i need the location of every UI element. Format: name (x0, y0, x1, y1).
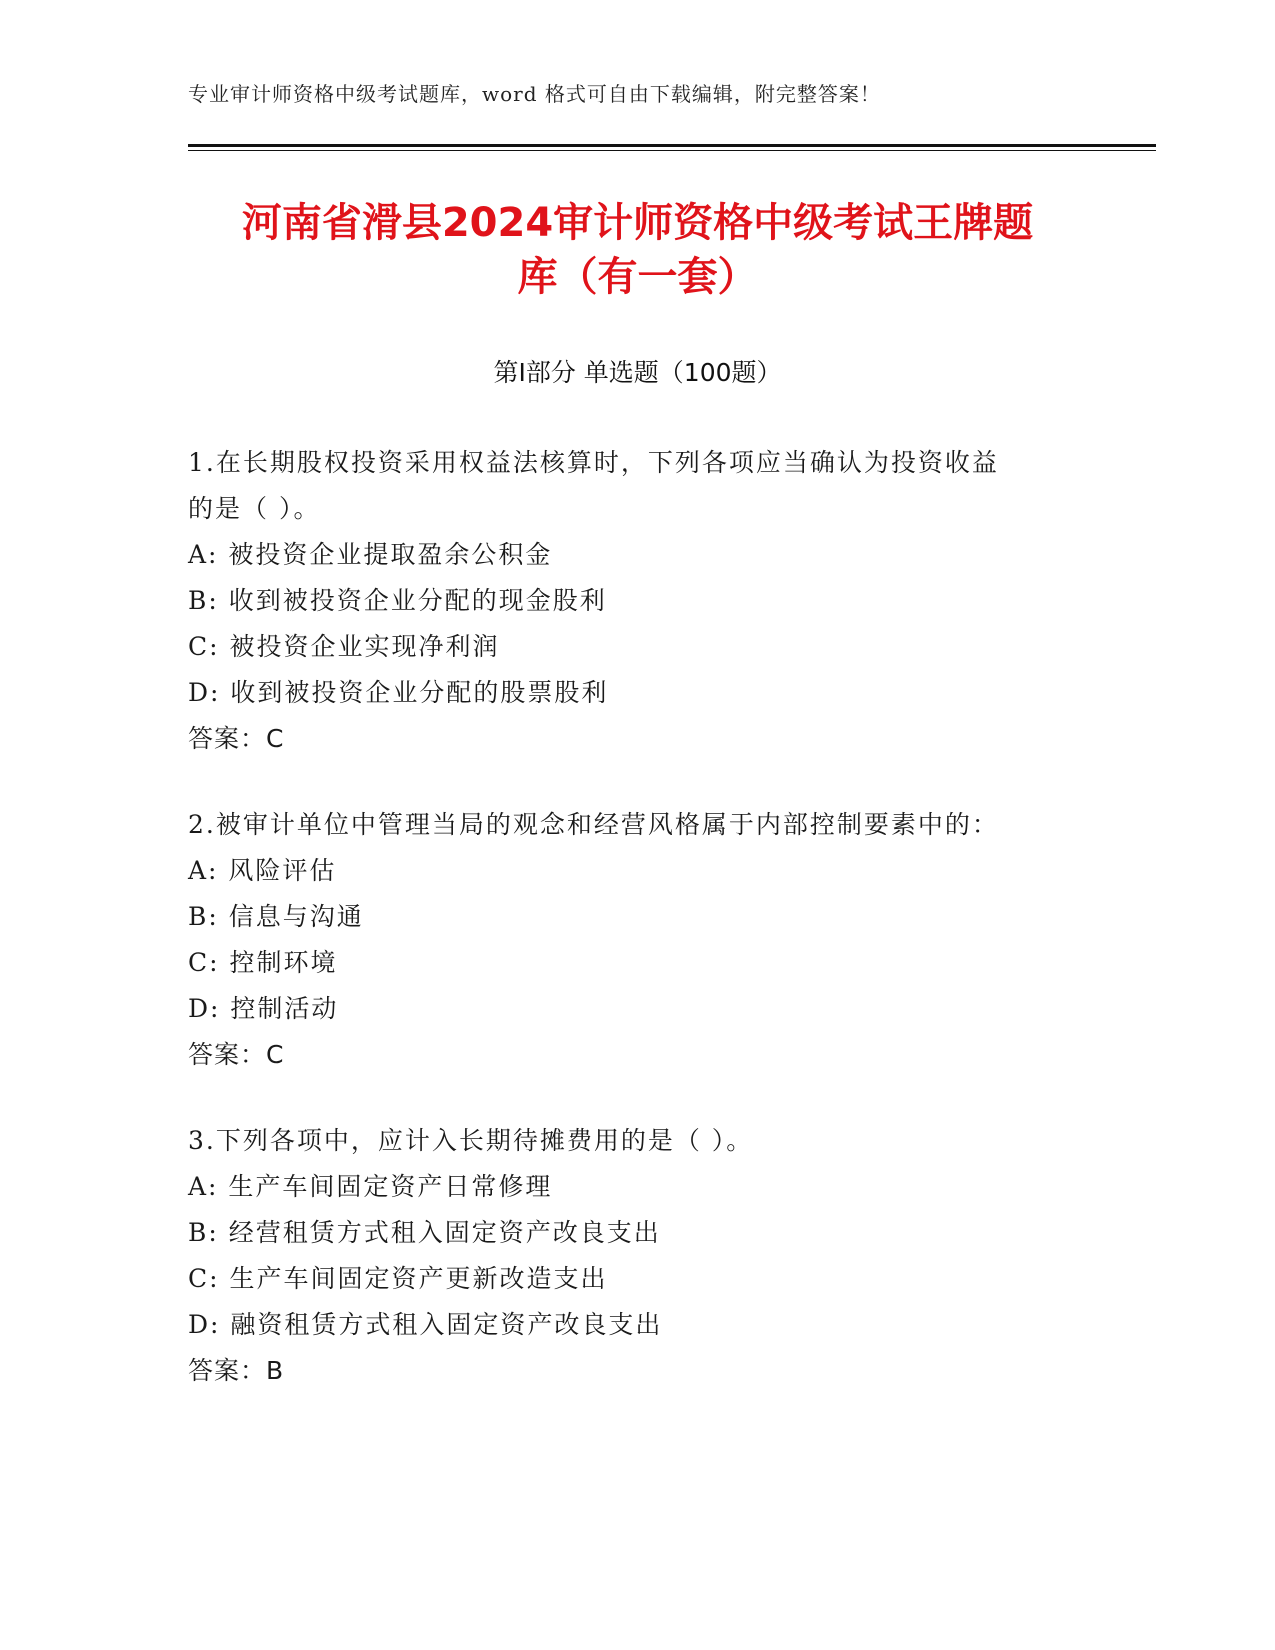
question-3 (188, 1118, 1068, 1394)
title-line-1: 河南省滑县2024审计师资格中级考试王牌题 (241, 200, 1034, 246)
header-rule-thin (188, 150, 1156, 151)
option-b: B: 信息与沟通 (188, 902, 364, 931)
document-title (150, 196, 1125, 304)
option-c: C: 控制环境 (188, 948, 338, 977)
header-rule-thick (188, 144, 1156, 147)
option-d: D: 融资租赁方式租入固定资产改良支出 (188, 1310, 663, 1339)
question-stem: 3.下列各项中，应计入长期待摊费用的是（ ）。 (188, 1126, 754, 1155)
answer: 答案：B (188, 1356, 285, 1385)
option-d: D: 收到被投资企业分配的股票股利 (188, 678, 609, 707)
option-a: A: 生产车间固定资产日常修理 (188, 1172, 553, 1201)
option-b: B: 收到被投资企业分配的现金股利 (188, 586, 607, 615)
question-stem-continued: 的是（ ）。 (188, 494, 321, 523)
header-note: 专业审计师资格中级考试题库，word 格式可自由下载编辑，附完整答案！ (188, 82, 881, 106)
option-c: C: 生产车间固定资产更新改造支出 (188, 1264, 608, 1293)
option-c: C: 被投资企业实现净利润 (188, 632, 500, 661)
option-a: A: 风险评估 (188, 856, 337, 885)
question-2 (188, 802, 1068, 1078)
option-d: D: 控制活动 (188, 994, 339, 1023)
question-stem: 2.被审计单位中管理当局的观念和经营风格属于内部控制要素中的： (188, 810, 999, 839)
answer: 答案：C (188, 724, 285, 753)
answer: 答案：C (188, 1040, 285, 1069)
option-a: A: 被投资企业提取盈余公积金 (188, 540, 553, 569)
option-b: B: 经营租赁方式租入固定资产改良支出 (188, 1218, 661, 1247)
question-stem: 1.在长期股权投资采用权益法核算时，下列各项应当确认为投资收益 (188, 448, 999, 477)
section-heading: 第Ⅰ部分 单选题（100题） (493, 358, 782, 387)
question-list (188, 440, 1068, 1434)
title-line-2: 库（有一套） (517, 254, 758, 300)
question-1 (188, 440, 1068, 762)
